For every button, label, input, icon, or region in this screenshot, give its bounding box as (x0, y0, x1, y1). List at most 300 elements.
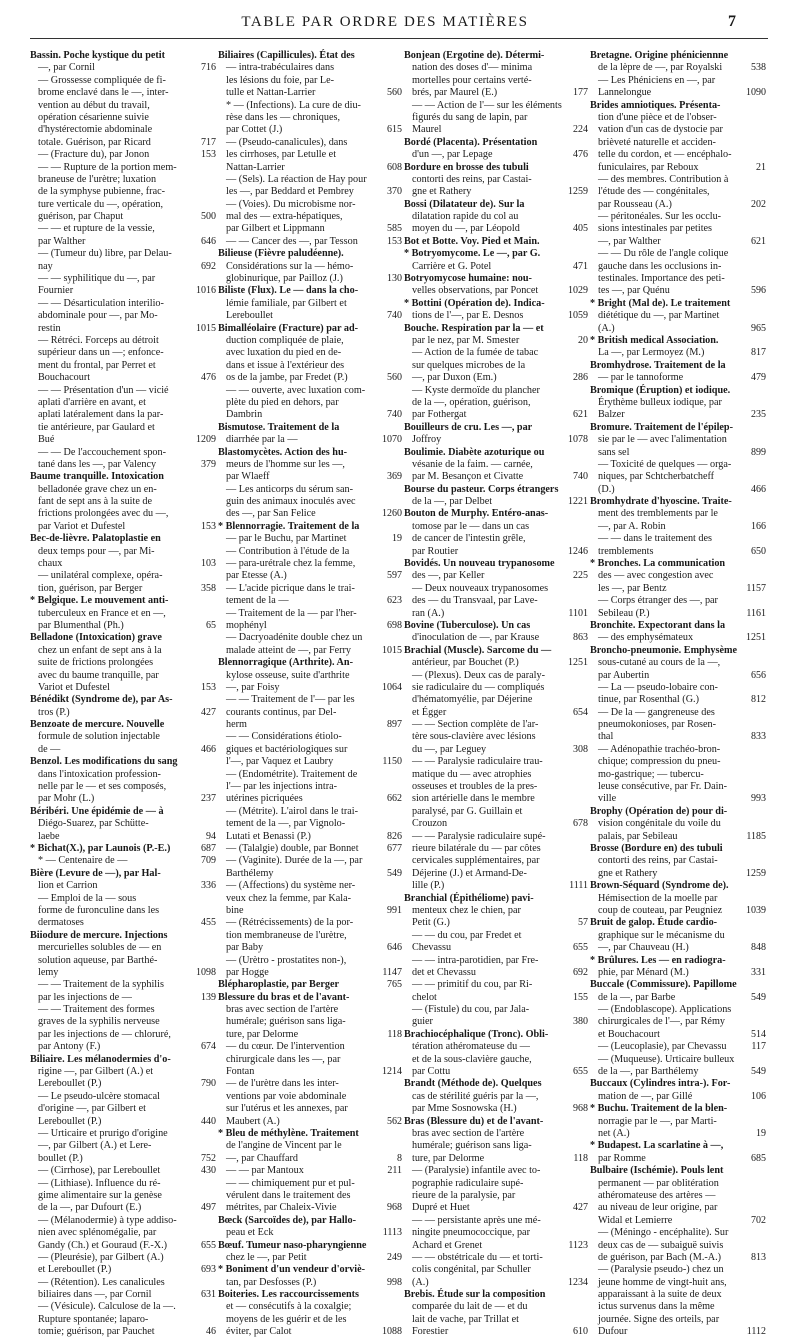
entry-text: solution aqueuse, par Barthé- (38, 954, 158, 966)
index-entry-line (30, 942, 218, 954)
index-entry-line (404, 731, 590, 743)
entry-text: guin des animaux inoculés avec (226, 496, 356, 508)
entry-text: des — du Transvaal, par Lave- (412, 595, 538, 607)
entry-text: — par le tannoforme (598, 372, 684, 384)
page-reference: 1209 (196, 434, 216, 446)
entry-text: vision congénitale du voile du (598, 818, 721, 830)
entry-text: par Blumenthal (Ph.) (38, 619, 124, 631)
index-entry-heading (404, 447, 590, 459)
entry-text: — — Traitement de l'— par les (226, 694, 355, 706)
index-entry-line (590, 186, 768, 198)
entry-text: — (Sels). La réaction de Hay pour (226, 173, 367, 185)
entry-text: tan, par Desfosses (P.) (226, 1276, 317, 1288)
index-entry-line (404, 756, 590, 768)
entry-text: coup de couteau, par Peugniez (598, 904, 723, 916)
index-entry-line (404, 855, 590, 867)
index-entry-line (30, 1264, 218, 1276)
index-entry-line (218, 112, 404, 124)
index-entry-line (218, 372, 404, 384)
entry-text: avec luxation du pied en de- (226, 347, 342, 359)
index-entry-line (30, 1066, 218, 1078)
entry-text: — Dacryoadénite double chez un (226, 632, 363, 644)
entry-text: — (Méningo - encéphalite). Sur (598, 1227, 729, 1239)
index-entry-line (590, 546, 768, 558)
entry-text: — — Cancer des —, par Tesson (226, 235, 358, 247)
entry-text: par les injections de — chloruré, (38, 1028, 171, 1040)
page-reference: 717 (201, 136, 216, 148)
entry-text: matique du — avec atrophies (412, 768, 532, 780)
entry-text: — Toxicité de quelques — orga- (598, 458, 732, 470)
index-entry-line (218, 893, 404, 905)
entry-text: rieure bilatérale du — par côtes (412, 843, 541, 854)
index-entry-line (218, 1054, 404, 1066)
entry-text: formule de solution injectable (38, 731, 160, 743)
entry-text: * Belgique. Le mouvement anti- (30, 595, 169, 607)
index-entry-line (590, 719, 768, 731)
index-entry-line (404, 521, 590, 533)
index-entry-heading (30, 756, 218, 768)
index-entry-heading (30, 719, 218, 731)
entry-text: tement de la —, par Vignolo- (226, 818, 346, 830)
entry-text: Bossi (Dilatateur de). Sur la (404, 198, 525, 210)
index-entry-line (404, 1240, 590, 1252)
entry-text: — (Cirrhose), par Lereboullet (38, 1165, 161, 1177)
entry-text: Dambrin (226, 409, 263, 421)
entry-text: Bimalléolaire (Fracture) par ad- (218, 322, 359, 334)
index-entry-line (30, 149, 218, 161)
index-entry-line (218, 62, 404, 74)
page-reference: 655 (573, 942, 588, 954)
entry-text: les lésions du foie, par Le- (226, 74, 335, 86)
entry-text: chaux (38, 558, 63, 570)
index-entry-line (30, 608, 218, 620)
entry-text: — du cœur. De l'intervention (226, 1041, 345, 1053)
page-reference: 57 (578, 917, 588, 929)
page-reference: 1039 (746, 904, 766, 916)
index-entry-line (218, 608, 404, 620)
entry-text: — (Pleurésie), par Gilbert (A.) (38, 1251, 164, 1263)
entry-text: des —, par Keller (412, 570, 485, 582)
index-entry-heading (218, 1264, 404, 1276)
entry-text: Bras (Blessure du) et de l'avant- (404, 1115, 544, 1127)
page-reference: 631 (201, 1289, 216, 1301)
index-entry-line (30, 1016, 218, 1028)
index-entry-line (590, 1326, 768, 1338)
entry-text: phie, par Ménard (M.) (598, 966, 689, 978)
index-entry-line (404, 657, 590, 669)
entry-text: opération césarienne suivie (38, 111, 149, 123)
entry-text: mortelles pour certains verté- (412, 74, 532, 86)
index-entry-line (404, 1264, 590, 1276)
index-entry-line (404, 793, 590, 805)
page-reference: 698 (387, 619, 402, 631)
entry-text: det et Chevassu (412, 966, 476, 978)
index-entry-line (590, 211, 768, 223)
entry-text: Hémisection de la moelle par (598, 892, 718, 904)
page-reference: 899 (751, 446, 766, 458)
index-entry-heading (30, 843, 218, 855)
entry-text: mal des — extra-hépatiques, (226, 211, 343, 223)
page-reference: 597 (387, 570, 402, 582)
index-entry-line (218, 670, 404, 682)
entry-text: Considérations sur la — hémo- (226, 260, 354, 272)
index-entry-line (30, 186, 218, 198)
entry-text: abdominale pour —, par Mo- (38, 310, 158, 322)
index-entry-line (218, 955, 404, 967)
index-entry-line (30, 162, 218, 174)
page-reference: 621 (573, 409, 588, 421)
entry-text: lait de vache, par Trillat et (412, 1313, 519, 1325)
index-entry-heading (590, 100, 768, 112)
index-entry-line (218, 1227, 404, 1239)
index-entry-heading (404, 273, 590, 285)
index-entry-heading (404, 137, 590, 149)
entry-text: rèse dans les — chroniques, (226, 111, 341, 123)
entry-text: Blennorragique (Arthrite). An- (218, 657, 353, 669)
entry-text: par Hogge (226, 966, 269, 978)
index-entry-line (590, 199, 768, 211)
page-reference: 118 (387, 1028, 402, 1040)
page-reference: 897 (387, 719, 402, 731)
index-entry-line (218, 273, 404, 285)
entry-text: — (Talalgie) double, par Bonnet (226, 843, 359, 854)
index-entry-line (218, 620, 404, 632)
entry-text: avec du baume tranquille, par (38, 669, 159, 681)
index-entry-line (590, 484, 768, 496)
entry-text: chelot (412, 991, 437, 1003)
index-entry-heading (590, 422, 768, 434)
page-reference: 130 (387, 273, 402, 285)
index-entry-line (30, 1326, 218, 1338)
entry-text: tinue, par Rosenthal (G.) (598, 694, 699, 706)
index-entry-line (590, 75, 768, 87)
entry-text: par Mme Sosnowska (H.) (412, 1103, 517, 1115)
index-entry-line (590, 1240, 768, 1252)
index-entry-line (30, 955, 218, 967)
entry-text: Joffroy (412, 434, 442, 446)
entry-text: — — primitif du cou, par Ri- (412, 979, 533, 991)
page-reference: 155 (573, 991, 588, 1003)
page-reference: 998 (387, 1276, 402, 1288)
entry-text: Bouilleurs de cru. Les —, par (404, 421, 533, 433)
index-entry-line (590, 1264, 768, 1276)
page-reference: 430 (201, 1165, 216, 1177)
index-entry-heading (30, 868, 218, 880)
entry-text: kylose osseuse, suite d'arthrite (226, 669, 350, 681)
index-entry-heading (590, 955, 768, 967)
index-entry-line (30, 670, 218, 682)
page-reference: 249 (387, 1251, 402, 1263)
entry-text: Dufour (598, 1326, 628, 1338)
page-reference: 646 (387, 942, 402, 954)
entry-text: Bromhydrose. Traitement de la (590, 359, 726, 371)
entry-text: de — (38, 743, 61, 755)
entry-text: Bouton de Murphy. Entéro-anas- (404, 508, 549, 520)
entry-text: * Bottini (Opération de). Indica- (404, 297, 545, 309)
index-entry-line (30, 62, 218, 74)
entry-text: chirurgicales de l'—, par Rémy (598, 1016, 725, 1028)
entry-text: * Blennorragie. Traitement de la (218, 520, 360, 532)
page-reference: 655 (201, 1239, 216, 1251)
page-reference: 1214 (382, 1066, 402, 1078)
index-entry-heading (218, 248, 404, 260)
entry-text: Carrière et G. Potel (412, 260, 492, 272)
entry-text: Branchial (Épithéliome) pavi- (404, 892, 534, 904)
index-entry-line (404, 1016, 590, 1028)
index-entry-line (30, 236, 218, 248)
page-reference: 1259 (746, 867, 766, 879)
entry-text: — (Rétention). Les canalicules (38, 1276, 165, 1288)
entry-text: pographie radiculaire supé- (412, 1177, 524, 1189)
entry-text: Sebileau (P.) (598, 607, 650, 619)
entry-text: — — du cou, par Fredet et (412, 929, 522, 941)
index-entry-heading (404, 50, 590, 62)
entry-text: par Aubertin (598, 669, 650, 681)
entry-text: utérines picriquées (226, 793, 303, 805)
page-reference: 1070 (382, 434, 402, 446)
index-entry-line (590, 261, 768, 273)
entry-text: métrites, par Chaleix-Vivie (226, 1202, 337, 1214)
entry-text: — Adénopathie trachéo-bron- (598, 743, 721, 755)
index-entry-line (218, 1116, 404, 1128)
entry-text: gauche dans les occlusions in- (598, 260, 722, 272)
entry-text: Brebis. Étude sur la composition (404, 1289, 546, 1301)
entry-text: * Botryomycome. Le —, par G. (404, 248, 541, 260)
index-entry-line (218, 335, 404, 347)
index-entry-line (30, 372, 218, 384)
page-reference: 237 (201, 793, 216, 805)
entry-text: vation d'un cas de dystocie par (598, 124, 723, 136)
entry-text: (D.) (598, 483, 615, 495)
index-entry-heading (590, 806, 768, 818)
entry-text: — (Rétrécissements) de la por- (226, 917, 354, 929)
entry-text: * — (Infections). La cure de diu- (226, 99, 361, 111)
index-entry-line (30, 583, 218, 595)
page-reference: 646 (201, 235, 216, 247)
index-entry-line (30, 880, 218, 892)
entry-text: — (Paralysie) infantile avec to- (412, 1165, 541, 1177)
page-reference: 8 (397, 1152, 402, 1164)
page-reference: 549 (751, 991, 766, 1003)
entry-text: palais, par Sebileau (598, 830, 678, 842)
entry-text: * Bronches. La communication (590, 558, 726, 570)
index-entry-line (404, 1165, 590, 1177)
index-entry-heading (218, 50, 404, 62)
index-entry-line (218, 434, 404, 446)
index-entry-line (590, 1301, 768, 1313)
entry-text: laebe (38, 830, 60, 842)
entry-text: Lereboullet (P.) (38, 1078, 102, 1090)
entry-text: et de la sous-clavière gauche, (412, 1053, 532, 1065)
page-reference: 21 (756, 161, 766, 173)
entry-text: * Bright (Mal de). Le traitement (590, 297, 731, 309)
entry-text: d'origine —, par Gilbert et (38, 1103, 146, 1115)
page-reference: 752 (201, 1152, 216, 1164)
index-entry-line (590, 793, 768, 805)
entry-text: chique; compression du pneu- (598, 756, 721, 768)
page-reference: 968 (573, 1103, 588, 1115)
index-entry-line (404, 360, 590, 372)
index-entry-heading (590, 880, 768, 892)
index-entry-line (590, 1004, 768, 1016)
index-entry-line (30, 645, 218, 657)
entry-text: mo-gastrique; — tubercu- (598, 768, 704, 780)
index-entry-line (218, 1016, 404, 1028)
entry-text: — — Rupture de la portion mem- (38, 161, 177, 173)
index-entry-line (218, 967, 404, 979)
page-reference: 991 (387, 904, 402, 916)
index-entry-heading (218, 521, 404, 533)
index-column-3 (404, 50, 590, 1338)
index-entry-heading (404, 323, 590, 335)
index-entry-line (30, 347, 218, 359)
entry-text: Bronchite. Expectorant dans la (590, 619, 726, 631)
entry-text: fant de sept ans à la suite de (38, 496, 153, 508)
entry-text: ningite pneumococcique, par (412, 1227, 530, 1239)
entry-text: — Emploi de la — sous (38, 892, 137, 904)
index-entry-line (590, 1252, 768, 1264)
index-entry-line (404, 1252, 590, 1264)
entry-text: mation de —, par Gillé (598, 1090, 693, 1102)
index-entry-line (218, 397, 404, 409)
entry-text: — La — pseudo-lobaire con- (598, 681, 718, 693)
index-entry-line (590, 608, 768, 620)
entry-text: par Antony (F.) (38, 1041, 101, 1053)
index-entry-line (30, 323, 218, 335)
entry-text: Blépharoplastie, par Berger (218, 979, 340, 991)
page-reference: 1111 (569, 880, 588, 892)
index-entry-line (404, 1301, 590, 1313)
entry-text: cervicales supplémentaires, par (412, 855, 540, 867)
entry-text: Bordure en brosse des tubuli (404, 161, 529, 173)
entry-text: — (Urètro - prostatites non-), (226, 954, 347, 966)
entry-text: diarrhée par la — (226, 434, 298, 446)
page-reference: 1101 (568, 607, 588, 619)
page-reference: 166 (751, 520, 766, 532)
index-entry-line (218, 1277, 404, 1289)
page-reference: 427 (573, 1202, 588, 1214)
entry-text: nay (38, 260, 53, 272)
page-reference: 497 (201, 1202, 216, 1214)
entry-text: nation des doses d'— minima (412, 62, 533, 74)
entry-text: tion d'une pièce et de l'obser- (598, 111, 717, 123)
entry-text: — Grossesse compliquée de fi- (38, 74, 166, 86)
entry-text: Fournier (38, 285, 74, 297)
index-entry-line (590, 1277, 768, 1289)
index-entry-line (218, 818, 404, 830)
index-entry-line (590, 670, 768, 682)
index-entry-line (404, 397, 590, 409)
index-entry-heading (404, 645, 590, 657)
entry-text: Béribéri. Une épidémie de — à (30, 805, 164, 817)
entry-text: — L'acide picrique dans le trai- (226, 582, 355, 594)
index-entry-line (590, 162, 768, 174)
index-entry-line (404, 868, 590, 880)
entry-text: cas de stérilité guéris par la —, (412, 1090, 539, 1102)
entry-text: —, par Gilbert (A.) et Lere- (38, 1140, 152, 1152)
entry-text: — Rétréci. Forceps au détroit (38, 334, 159, 346)
entry-text: — (Fracture du), par Jonon (38, 149, 150, 161)
index-entry-line (404, 1314, 590, 1326)
entry-text: — De la — gangreneuse des (598, 706, 715, 718)
entry-text: * Buchu. Traitement de la blen- (590, 1103, 728, 1115)
index-entry-line (404, 385, 590, 397)
index-entry-line (590, 682, 768, 694)
entry-text: ture verticale du —, opération, (38, 198, 164, 210)
entry-text: brés, par Maurel (E.) (412, 87, 498, 99)
index-entry-line (590, 1190, 768, 1202)
entry-text: l'— par les injections intra- (226, 781, 338, 793)
index-entry-line (30, 917, 218, 929)
entry-text: par Fothergat (412, 409, 467, 421)
entry-text: Dupré et Huet (412, 1202, 470, 1214)
index-entry-line (590, 855, 768, 867)
entry-text: ment du frontal, par Perret et (38, 359, 156, 371)
entry-text: tie antérieure, par Gaulard et (38, 421, 155, 433)
index-entry-line (590, 1041, 768, 1053)
index-entry-line (404, 744, 590, 756)
index-entry-line (218, 719, 404, 731)
entry-text: ville (598, 793, 617, 805)
index-entry-line (218, 843, 404, 855)
entry-text: Bromhydrate d'hyoscine. Traite- (590, 496, 732, 508)
entry-text: figurés du sang de lapin, par (412, 111, 528, 123)
entry-text: ment des tremblements par le (598, 508, 718, 520)
entry-text: Biliaire. Les mélanodermies d'o- (30, 1053, 171, 1065)
entry-text: — — Paralysie radiculaire trau- (412, 756, 543, 768)
index-entry-line (218, 199, 404, 211)
page-reference: 560 (387, 372, 402, 384)
entry-text: de la —, par Barbe (598, 991, 676, 1003)
index-entry-line (404, 707, 590, 719)
page-reference: 1064 (382, 681, 402, 693)
page-reference: 106 (751, 1090, 766, 1102)
entry-text: l'—, par Vaquez et Laubry (226, 756, 334, 768)
entry-text: Bœck (Sarcoïdes de), par Hallo- (218, 1214, 357, 1226)
entry-text: permanent — par oblitération (598, 1177, 719, 1189)
index-entry-heading (218, 447, 404, 459)
entry-text: chez un enfant de sept ans à la (38, 644, 162, 656)
page-reference: 153 (387, 235, 402, 247)
entry-text: —, par Chauffard (226, 1152, 298, 1164)
entry-text: Benzoate de mercure. Nouvelle (30, 719, 165, 731)
index-entry-line (590, 756, 768, 768)
entry-text: humérale; guérison sans liga- (412, 1140, 532, 1152)
index-entry-line (218, 100, 404, 112)
page-reference: 1029 (568, 285, 588, 297)
index-entry-line (590, 87, 768, 99)
index-entry-line (30, 744, 218, 756)
page-reference: 538 (751, 62, 766, 74)
index-entry-line (218, 137, 404, 149)
entry-text: — (Vaginite). Durée de la —, par (226, 855, 363, 867)
index-column-1 (30, 50, 218, 1338)
entry-text: —, par Duxon (Em.) (412, 372, 497, 384)
entry-text: tération athéromateuse du — (412, 1041, 530, 1053)
page-reference: 46 (206, 1326, 216, 1338)
index-entry-heading (30, 930, 218, 942)
entry-text: moyens de les guérir et de les (226, 1313, 347, 1325)
entry-text: tané dans les —, par Valency (38, 458, 157, 470)
index-entry-line (590, 236, 768, 248)
index-entry-line (404, 905, 590, 917)
page-reference: 308 (573, 743, 588, 755)
index-entry-line (30, 657, 218, 669)
index-entry-line (218, 1078, 404, 1090)
entry-text: athéromateuse des artères — (598, 1189, 716, 1201)
entry-text: les —, par Beddard et Pembrey (226, 186, 354, 198)
entry-text: Brandt (Méthode de). Quelques (404, 1078, 542, 1090)
